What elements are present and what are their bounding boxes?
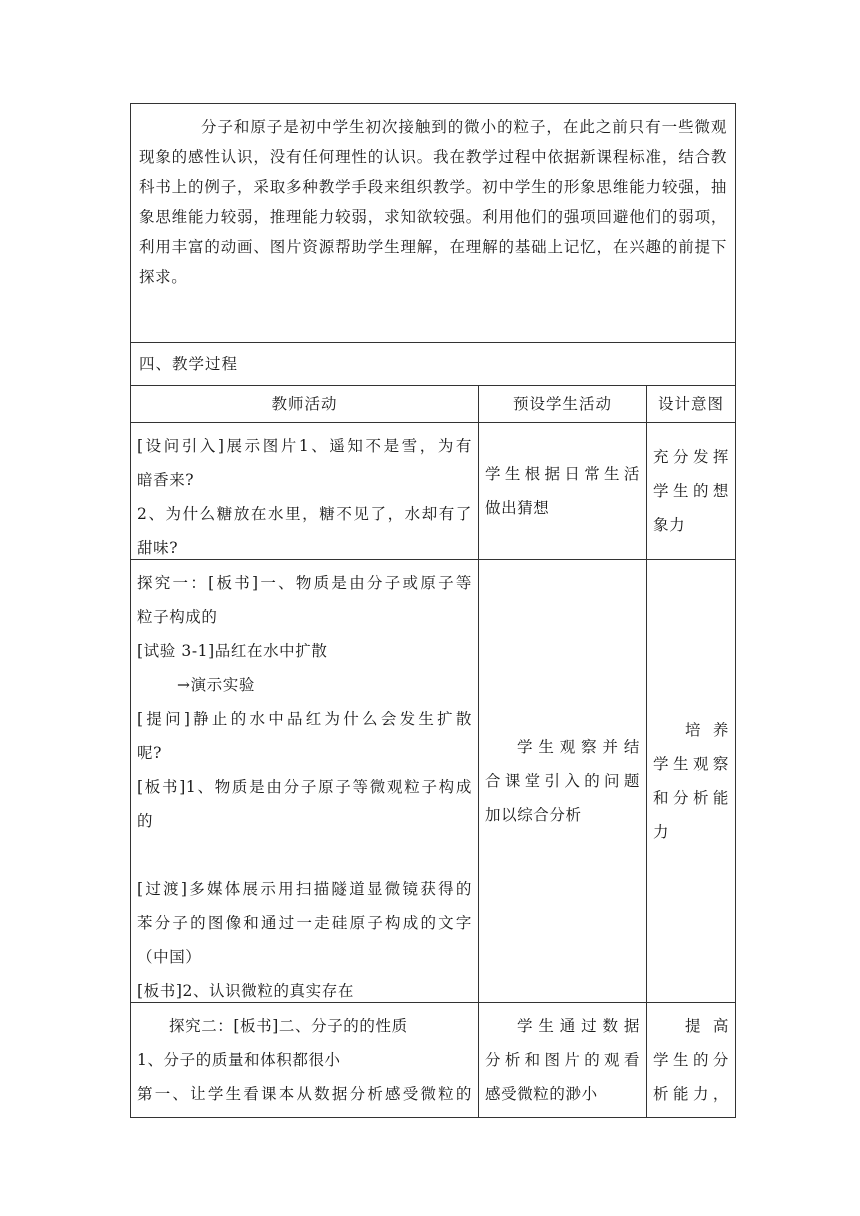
text-line: 充分发挥 <box>653 448 730 466</box>
text-line: 学生通过数据 <box>517 1017 640 1035</box>
col-header-intent: 设计意图 <box>647 386 736 423</box>
text-line: 学生的想 <box>653 482 730 500</box>
text-line: 学生观察并结 <box>517 738 640 756</box>
text-line: 探究二：[板书]二、分子的的性质 <box>169 1017 408 1035</box>
text-line: 感受微粒的渺小 <box>485 1085 598 1103</box>
text-line: 暗香来? <box>137 471 195 489</box>
text-line: [试验 3-1]品红在水中扩散 <box>137 642 328 660</box>
text-line: 析能力， <box>653 1085 730 1103</box>
text-line: 分析和图片的观看 <box>485 1051 640 1069</box>
student-activity-cell <box>479 1003 647 1118</box>
table-row <box>131 1003 736 1118</box>
text-line: 第一、让学生看课本从数据分析感受微粒的 <box>137 1085 472 1103</box>
intro-row <box>131 104 736 343</box>
lesson-plan-table <box>130 103 736 1118</box>
text-line: 力 <box>653 823 670 841</box>
intro-paragraph: 分子和原子是初中学生初次接触到的微小的粒子，在此之前只有一些微观现象的感性认识，没有任何理性的认识。我在教学过程中依据新课程标准，结合教科书上的例子，采取多种教学手段来组织教学。初中学生的形象思维能力较强，抽象思维能力较弱，推理能力较弱，求知欲较强。利用他们的强项回避他们的弱项，利用丰富的动画、图片资源帮助学生理解，在理解的基础上记忆，在兴趣的前提下探求。 <box>139 118 728 286</box>
text-line: （中国） <box>137 948 202 966</box>
section-row <box>131 343 736 386</box>
text-line: 苯分子的图像和通过一走硅原子构成的文字 <box>137 914 472 932</box>
text-line: 培养 <box>685 721 730 739</box>
table-row <box>131 423 736 560</box>
text-line: 粒子构成的 <box>137 608 218 626</box>
blank-line <box>137 838 472 872</box>
text-line: 合课堂引入的问题 <box>485 772 640 790</box>
design-intent-cell <box>647 560 736 1003</box>
text-line: 学生观察 <box>653 755 730 773</box>
text-line: 学生根据日常生活 <box>485 465 640 483</box>
text-line: 和分析能 <box>653 789 730 807</box>
teacher-activity-cell <box>131 423 479 560</box>
intro-cell <box>131 104 736 343</box>
text-line: [板书]2、认识微粒的真实存在 <box>137 982 354 1000</box>
design-intent-cell <box>647 1003 736 1118</box>
text-line: 的 <box>137 812 154 830</box>
text-line: 探究一：[板书]一、物质是由分子或原子等 <box>137 574 472 592</box>
text-line: 提高 <box>685 1017 730 1035</box>
text-line: 2、为什么糖放在水里，糖不见了，水却有了 <box>137 505 472 523</box>
section-cell <box>131 343 736 386</box>
text-line: [提问]静止的水中品红为什么会发生扩散 <box>137 710 472 728</box>
text-line: 甜味? <box>137 539 179 557</box>
column-header-row <box>131 386 736 423</box>
text-line: [板书]1、物质是由分子原子等微观粒子构成 <box>137 778 472 796</box>
student-activity-cell <box>479 423 647 560</box>
teacher-activity-cell <box>131 1003 479 1118</box>
col-header-student: 预设学生活动 <box>479 386 647 423</box>
text-line: 呢? <box>137 744 163 762</box>
text-line: 做出猜想 <box>485 499 550 517</box>
col-header-teacher: 教师活动 <box>131 386 479 423</box>
text-line: →演示实验 <box>177 676 255 694</box>
text-line: 象力 <box>653 516 686 534</box>
text-line: [过渡]多媒体展示用扫描隧道显微镜获得的 <box>137 880 472 898</box>
section-title: 四、教学过程 <box>139 355 239 373</box>
text-line: 1、分子的质量和体积都很小 <box>137 1051 341 1069</box>
text-line: 学生的分 <box>653 1051 730 1069</box>
text-line: [设问引入]展示图片1、遥知不是雪，为有 <box>137 437 472 455</box>
design-intent-cell <box>647 423 736 560</box>
table-row <box>131 560 736 1003</box>
student-activity-cell <box>479 560 647 1003</box>
text-line: 加以综合分析 <box>485 806 582 824</box>
teacher-activity-cell <box>131 560 479 1003</box>
